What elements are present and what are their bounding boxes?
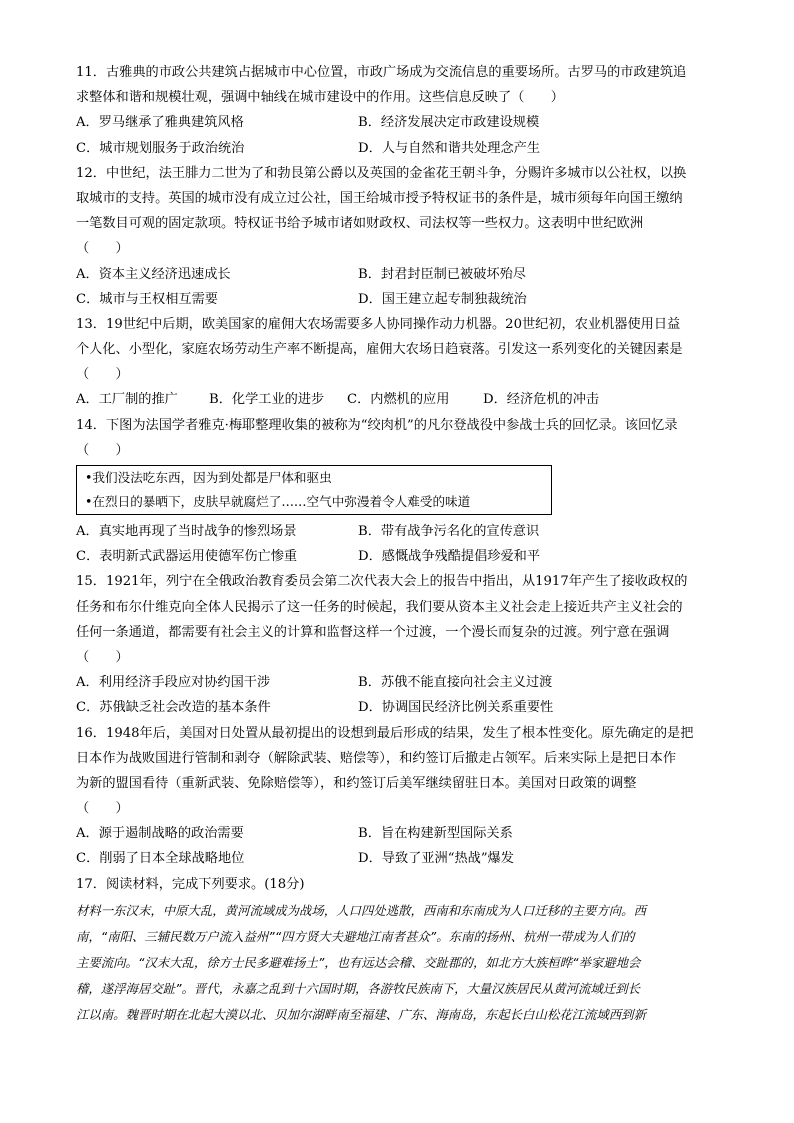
option-a: A．资本主义经济迅速成长 bbox=[76, 266, 231, 282]
option-b: B．经济发展决定市政建设规模 bbox=[358, 115, 540, 131]
answer-blank: （ ） bbox=[76, 241, 129, 257]
question-text: 12．中世纪，法王腓力二世为了和勃艮第公爵以及英国的金雀花王朝斗争，分赐许多城市以公社权，以换 bbox=[76, 165, 687, 181]
option-c: C．削弱了日本全球战略地位 bbox=[76, 851, 245, 867]
question-text: 任务和布尔什维克向全体人民揭示了这一任务的时候起，我们要从资本主义社会走上接近共产主义社会的 bbox=[76, 599, 683, 615]
option-d: D．导致了亚洲“热战”爆发 bbox=[358, 851, 514, 867]
question-13 bbox=[76, 312, 726, 413]
option-row bbox=[76, 846, 726, 871]
question-15 bbox=[76, 569, 726, 720]
question-text: 16．1948年后，美国对日处置从最初提出的设想到最后形成的结果，发生了根本性变化。原先确定的是把 bbox=[76, 725, 694, 741]
question-text: 11．古雅典的市政公共建筑占据城市中心位置，市政广场成为交流信息的重要场所。古罗马的市政建筑追 bbox=[76, 65, 687, 80]
question-text: 一笔数目可观的固定款项。特权证书给予城市诸如财政权、司法权等一些权力。这表明中世纪欧洲 bbox=[76, 216, 644, 232]
answer-blank: （ ） bbox=[76, 649, 129, 665]
option-a: A．工厂制的推广 bbox=[76, 392, 178, 408]
option-a: A．罗马继承了雅典建筑风格 bbox=[76, 115, 244, 131]
material-line: 南，“南阳、三辅民数万户流入益州”“四方贤大夫避地江南者甚众”。东南的扬州、杭州一带成为人们的 bbox=[76, 928, 635, 944]
material-line: 主要流向。“汉末大乱，徐方士民多避难扬土”，也有远达会稽、交趾郡的，如北方大族桓晔“举家避地会 bbox=[76, 954, 641, 970]
option-b: B．带有战争污名化的宣传意识 bbox=[358, 524, 540, 539]
option-d: D．国王建立起专制独裁统治 bbox=[358, 291, 527, 307]
option-c: C．表明新式武器运用使德军伤亡惨重 bbox=[76, 549, 298, 565]
question-text: 13．19世纪中后期，欧美国家的雇佣大农场需要多人协同操作动力机器。20世纪初，农业机器使用日益 bbox=[76, 316, 681, 332]
option-row bbox=[76, 287, 726, 312]
option-c: C．城市规划服务于政治统治 bbox=[76, 140, 245, 156]
question-text: 日本作为战败国进行管制和剥夺（解除武装、赔偿等），和约签订后撤走占领军。后来实际上是把日本作 bbox=[76, 750, 677, 766]
question-text: 14．下图为法国学者雅克·梅耶整理收集的被称为“绞肉机”的凡尔登战役中参战士兵的回忆录。该回忆录 bbox=[76, 417, 678, 433]
question-text: 为新的盟国看待（重新武装、免除赔偿等），和约签订后美军继续留驻日本。美国对日政策的调整 bbox=[76, 775, 637, 791]
option-row bbox=[76, 544, 726, 569]
option-row bbox=[76, 519, 726, 544]
question-text: 17．阅读材料，完成下列要求。(18分) bbox=[76, 876, 305, 892]
question-text: 求整体和谐和规模壮观，强调中轴线在城市建设中的作用。这些信息反映了（ ） bbox=[76, 90, 564, 106]
memoir-item: •我们没法吃东西，因为到处都是尸体和驱虫 bbox=[85, 470, 332, 485]
option-b: B．旨在构建新型国际关系 bbox=[358, 826, 513, 842]
memoir-box bbox=[76, 465, 552, 515]
option-row bbox=[76, 387, 726, 412]
option-c: C．内燃机的应用 bbox=[347, 392, 450, 408]
answer-blank: （ ） bbox=[76, 367, 129, 383]
question-16 bbox=[76, 721, 726, 872]
answer-blank: （ ） bbox=[76, 801, 129, 817]
question-text: 15．1921年，列宁在全俄政治教育委员会第二次代表大会上的报告中指出，从1917年产生了接收政权的 bbox=[76, 574, 688, 590]
option-c: C．城市与王权相互需要 bbox=[76, 291, 218, 307]
material-line: 材料一东汉末，中原大乱，黄河流域成为战场，人口四处逃散，西南和东南成为人口迁移的主要方向。西 bbox=[76, 902, 646, 918]
option-row bbox=[76, 821, 726, 846]
option-d: D．感慨战争残酷提倡珍爱和平 bbox=[358, 549, 541, 565]
question-text: 任何一条通道，都需要有社会主义的计算和监督这样一个过渡，一个漫长而复杂的过渡。列宁意在强调 bbox=[76, 624, 670, 640]
option-a: A．利用经济手段应对协约国干涉 bbox=[76, 675, 271, 691]
material-line: 江以南。魏晋时期在北起大漠以北、贝加尔湖畔南至福建、广东、海南岛，东起长白山松花江流域西到新 bbox=[76, 1006, 646, 1022]
option-a: A．真实地再现了当时战争的惨烈场景 bbox=[76, 524, 297, 539]
question-17 bbox=[76, 872, 726, 1028]
option-a: A．源于遏制战略的政治需要 bbox=[76, 826, 244, 842]
option-row bbox=[76, 695, 726, 720]
material-line: 稽，遂浮海居交趾”。晋代，永嘉之乱到十六国时期，各游牧民族南下，大量汉族居民从黄河流域迁到长 bbox=[76, 980, 640, 996]
memoir-item: •在烈日的暴晒下，皮肤早就腐烂了……空气中弥漫着令人难受的味道 bbox=[85, 494, 471, 509]
option-b: B．苏俄不能直接向社会主义过渡 bbox=[358, 675, 553, 691]
question-14 bbox=[76, 413, 726, 570]
exam-page bbox=[76, 60, 726, 1028]
option-d: D．协调国民经济比例关系重要性 bbox=[358, 700, 554, 716]
answer-blank: （ ） bbox=[76, 442, 129, 458]
material-passage bbox=[76, 898, 726, 1028]
option-row bbox=[76, 670, 726, 695]
question-12 bbox=[76, 161, 726, 312]
option-row bbox=[76, 262, 726, 287]
option-row bbox=[76, 136, 726, 161]
option-b: B．封君封臣制已被破坏殆尽 bbox=[358, 266, 526, 282]
option-row bbox=[76, 110, 726, 135]
option-b: B．化学工业的进步 bbox=[209, 392, 325, 408]
question-text: 取城市的支持。英国的城市没有成立过公社，国王给城市授予特权证书的条件是，城市须每年向国王缴纳 bbox=[76, 190, 683, 206]
question-text: 个人化、小型化，家庭农场劳动生产率不断提高，雇佣大农场日趋衰落。引发这一系列变化的关键因素是 bbox=[76, 342, 683, 358]
option-d: D．人与自然和谐共处理念产生 bbox=[358, 140, 541, 156]
option-c: C．苏俄缺乏社会改造的基本条件 bbox=[76, 700, 271, 716]
question-11 bbox=[76, 60, 726, 161]
option-d: D．经济危机的冲击 bbox=[483, 392, 600, 408]
